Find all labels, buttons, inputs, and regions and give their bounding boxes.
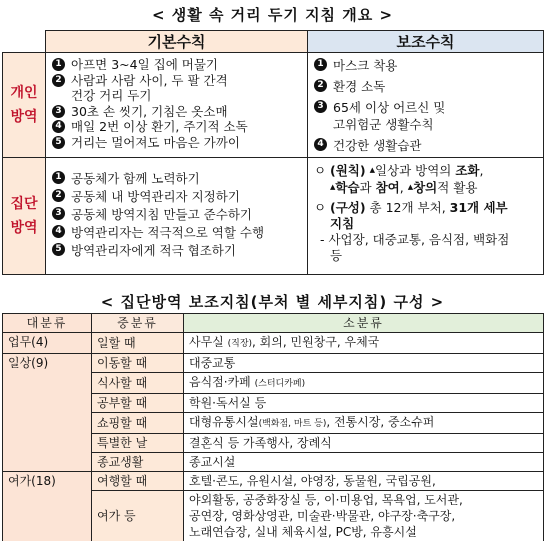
table-row (3, 453, 544, 472)
mid-cell: 식사할 때 (92, 373, 184, 394)
mid-cell: 쇼핑할 때 (92, 413, 184, 434)
major-cell (3, 394, 92, 413)
list-item: 1 마스크 착용 (314, 57, 539, 74)
table-row (3, 413, 544, 434)
major-cell (3, 413, 92, 434)
structure-line: ㅇ (구성) 총 12개 부처, 31개 세부 (314, 200, 508, 215)
list-item: 5 방역관리자에게 적극 협조하기 (52, 242, 303, 260)
mid-cell: 여행할 때 (92, 472, 184, 491)
list-item: 3 65세 이상 어르신 및 (314, 99, 539, 116)
row-head-group: 집단 방역 (3, 158, 46, 275)
major-cell: 업무(4) (3, 333, 92, 354)
list-item: 1 공동체가 함께 노력하기 (52, 170, 303, 188)
table-row (3, 491, 544, 541)
mid-cell: 일할 때 (92, 333, 184, 354)
list-item: 4 매일 2번 이상 환기, 주기적 소독 (52, 119, 303, 135)
minor-cell: 대형유통시설(백화점, 마트 등), 전통시장, 중소슈퍼 (184, 413, 544, 434)
table-row (3, 434, 544, 453)
list-item: 2 공동체 내 방역관리자 지정하기 (52, 188, 303, 206)
header-mid: 중분류 (92, 314, 184, 333)
major-cell (3, 434, 92, 453)
list-item: 3 30초 손 씻기, 기침은 옷소매 (52, 104, 303, 120)
major-cell: 여가(18) (3, 472, 92, 491)
group-basic-list (46, 158, 308, 275)
table-row (3, 333, 544, 354)
list-item: 2 환경 소독 (314, 78, 539, 95)
minor-cell: 대중교통 (184, 354, 544, 373)
row-head-personal: 개인 방역 (3, 53, 46, 158)
mid-cell: 여가 등 (92, 491, 184, 541)
detail-table (2, 313, 544, 541)
list-item: 2 사람과 사람 사이, 두 팔 간격 (52, 73, 303, 89)
mid-cell: 특별한 날 (92, 434, 184, 453)
table-row (3, 354, 544, 373)
major-cell: 일상(9) (3, 354, 92, 373)
list-item: 3 공동체 방역지침 만들고 준수하기 (52, 206, 303, 224)
major-cell (3, 453, 92, 472)
minor-cell: 사무실 (직장), 회의, 민원창구, 우체국 (184, 333, 544, 354)
overview-table (2, 30, 544, 275)
minor-cell: 결혼식 등 가족행사, 장례식 (184, 434, 544, 453)
corner-cell (3, 31, 46, 53)
minor-cell: 야외활동, 공중화장실 등, 이·미용업, 목욕업, 도서관, 공연장, 영화상영관, 미술관·박물관, 야구장·축구장, 노래연습장, 실내 체육시설, PC방, 유흥시설 (184, 491, 544, 541)
major-cell (3, 491, 92, 541)
minor-cell: 학원·독서실 등 (184, 394, 544, 413)
header-major: 대분류 (3, 314, 92, 333)
header-minor: 소분류 (184, 314, 544, 333)
list-item: 4 방역관리자는 적극적으로 역할 수행 (52, 224, 303, 242)
minor-cell: 종교시설 (184, 453, 544, 472)
table-row (3, 394, 544, 413)
list-item: 4 건강한 생활습관 (314, 137, 539, 154)
principle-line: ㅇ (원칙) ▲일상과 방역의 조화, (314, 163, 484, 178)
overview-title: < 생활 속 거리 두기 지침 개요 > (151, 6, 394, 24)
mid-cell: 공부할 때 (92, 394, 184, 413)
personal-aux-list: 1 마스크 착용 2 환경 소독 3 65세 이상 어르신 및 고위험군 생활수칙 4 건강한 생활습관 (308, 53, 544, 158)
mid-cell: 종교생활 (92, 453, 184, 472)
table-row (3, 472, 544, 491)
major-cell (3, 373, 92, 394)
minor-cell: 음식점·카페 (스터디카페) (184, 373, 544, 394)
minor-cell: 호텔·콘도, 유원시설, 야영장, 동물원, 국립공원, (184, 472, 544, 491)
group-aux-list: ㅇ (원칙) ▲일상과 방역의 조화, ▲학습과 참여, ▲창의적 활용 ㅇ (구성) 총 12개 부처, 31개 세부 지침 - 사업장, 대중교통, 음식점, 백화점 등 (308, 158, 544, 275)
personal-basic-list: 1 아프면 3~4일 집에 머물기 2 사람과 사람 사이, 두 팔 간격 건강 거리 두기 3 30초 손 씻기, 기침은 옷소매 4 매일 2번 이상 환기, 주기적 소독 5 거리는 멀어져도 마음은 가까이 (46, 53, 308, 158)
detail-title: < 집단방역 보조지침(부처 별 세부지침) 구성 > (100, 293, 445, 311)
list-item: 1 아프면 3~4일 집에 머물기 (52, 57, 303, 73)
header-aux-rules: 보조수칙 (308, 31, 544, 53)
header-basic-rules: 기본수칙 (46, 31, 308, 53)
table-row (3, 373, 544, 394)
list-item: 5 거리는 멀어져도 마음은 가까이 (52, 135, 303, 151)
mid-cell: 이동할 때 (92, 354, 184, 373)
